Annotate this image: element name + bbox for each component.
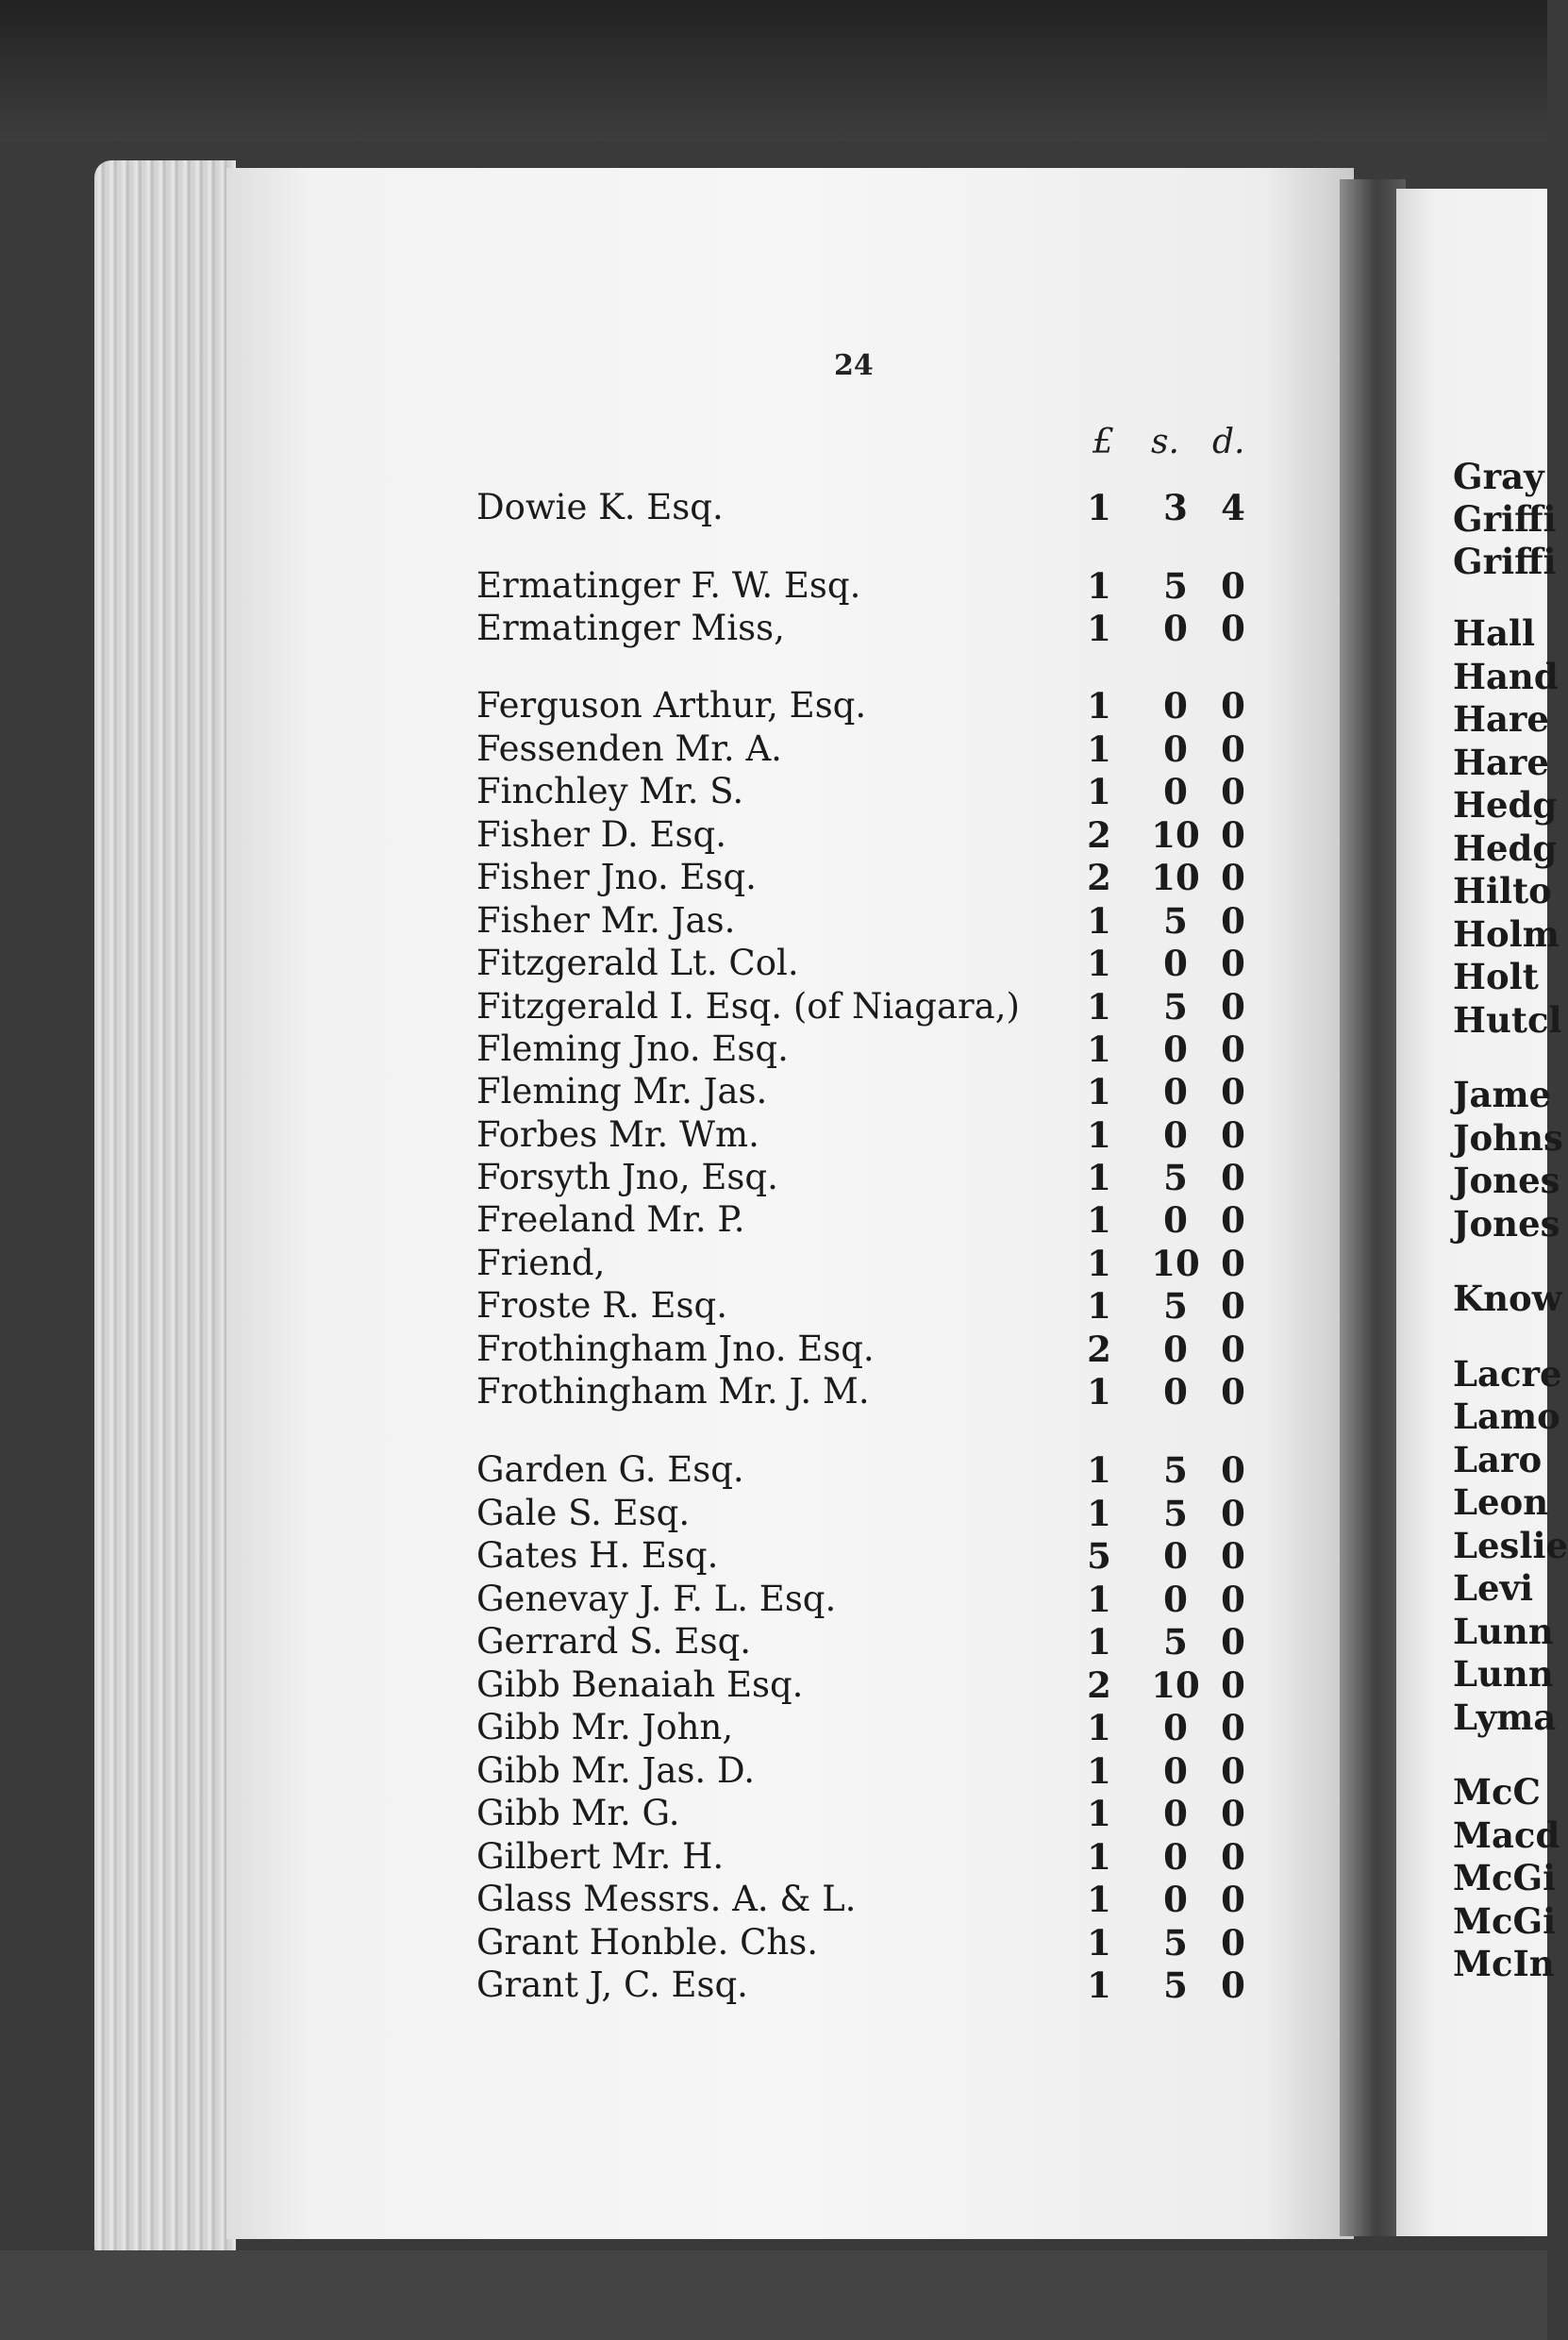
facing-page-name-fragment: Laro: [1453, 1439, 1543, 1480]
facing-page-name-fragment: Jones: [1453, 1160, 1560, 1201]
facing-page-name-fragment: Lyma: [1453, 1696, 1557, 1738]
scan-background-bottom: [0, 2250, 1547, 2340]
facing-page-name-fragment: Holt: [1453, 956, 1539, 997]
page-number: 24: [834, 349, 874, 382]
amount-pounds: 1: [1087, 1836, 1111, 1878]
amount-shillings: 0: [1163, 1879, 1188, 1920]
amount-pounds: 1: [1087, 1493, 1111, 1534]
amount-shillings: 5: [1163, 1621, 1188, 1663]
amount-pence: 0: [1221, 943, 1245, 984]
amount-pounds: 5: [1087, 1535, 1111, 1577]
amount-pence: 0: [1221, 1664, 1245, 1706]
list-item: [476, 486, 1269, 529]
list-item: [476, 1156, 1269, 1199]
entry-name: Gilbert Mr. H.: [476, 1836, 725, 1877]
list-item: [476, 727, 1269, 771]
amount-pence: 0: [1221, 1621, 1245, 1663]
list-item: [476, 1242, 1269, 1285]
amount-pence: 0: [1221, 1836, 1245, 1878]
amount-pence: 4: [1221, 487, 1245, 528]
entry-name: Glass Messrs. A. & L.: [476, 1879, 857, 1919]
amount-pence: 0: [1221, 986, 1245, 1028]
amount-pence: 0: [1221, 1114, 1245, 1156]
amount-shillings: 5: [1163, 1157, 1188, 1198]
amount-pounds: 1: [1087, 1071, 1111, 1112]
facing-page-name-fragment: Johns: [1453, 1117, 1563, 1159]
amount-shillings: 0: [1163, 1836, 1188, 1878]
amount-pence: 0: [1221, 608, 1245, 649]
facing-page-name-fragment: Lacre: [1453, 1353, 1562, 1395]
list-item: [476, 770, 1269, 813]
amount-pounds: 1: [1087, 1285, 1111, 1327]
amount-shillings: 5: [1163, 900, 1188, 942]
list-item: [476, 985, 1269, 1028]
list-item: [476, 607, 1269, 650]
list-item: [476, 1370, 1269, 1413]
entry-name: Frothingham Mr. J. M.: [476, 1371, 870, 1412]
amount-pence: 0: [1221, 1579, 1245, 1620]
amount-pounds: 2: [1087, 1329, 1111, 1370]
amount-pence: 0: [1221, 1329, 1245, 1370]
facing-page-name-fragment: McGi: [1453, 1857, 1557, 1898]
entry-name: Gale S. Esq.: [476, 1493, 691, 1533]
amount-shillings: 0: [1163, 608, 1188, 649]
list-item: [476, 1198, 1269, 1242]
amount-shillings: 0: [1163, 1114, 1188, 1156]
list-item: [476, 899, 1269, 943]
amount-pence: 0: [1221, 1243, 1245, 1284]
amount-pounds: 2: [1087, 857, 1111, 898]
facing-page-name-fragment: Jame: [1453, 1074, 1552, 1115]
amount-shillings: 10: [1151, 1243, 1200, 1284]
list-item: [476, 1534, 1269, 1578]
facing-page-name-fragment: Griffi: [1453, 498, 1557, 540]
facing-page-name-fragment: Leon: [1453, 1481, 1549, 1523]
amount-pence: 0: [1221, 1964, 1245, 2006]
amount-shillings: 5: [1163, 1964, 1188, 2006]
facing-page-name-fragment: Hand: [1453, 656, 1559, 697]
entry-name: Gibb Mr. Jas. D.: [476, 1750, 756, 1791]
amount-pence: 0: [1221, 1493, 1245, 1534]
amount-pence: 0: [1221, 1707, 1245, 1748]
list-item: [476, 1620, 1269, 1663]
entry-name: Fessenden Mr. A.: [476, 728, 782, 769]
amount-pounds: 1: [1087, 565, 1111, 607]
facing-page-name-fragment: Gray: [1453, 456, 1544, 497]
list-item: [476, 1113, 1269, 1157]
amount-pence: 0: [1221, 1879, 1245, 1920]
amount-shillings: 10: [1151, 1664, 1200, 1706]
amount-pounds: 2: [1087, 814, 1111, 856]
amount-shillings: 0: [1163, 1793, 1188, 1834]
entry-name: Ermatinger F. W. Esq.: [476, 565, 861, 606]
amount-shillings: 3: [1163, 487, 1188, 528]
amount-shillings: 0: [1163, 1707, 1188, 1748]
amount-shillings: 5: [1163, 1449, 1188, 1491]
amount-pounds: 2: [1087, 1664, 1111, 1706]
entry-name: Gibb Mr. John,: [476, 1707, 734, 1747]
amount-shillings: 0: [1163, 771, 1188, 812]
list-item: [476, 1663, 1269, 1707]
amount-shillings: 0: [1163, 1199, 1188, 1241]
amount-pence: 0: [1221, 1285, 1245, 1327]
list-item: [476, 684, 1269, 727]
entry-name: Grant Honble. Chs.: [476, 1922, 818, 1963]
amount-shillings: 0: [1163, 1579, 1188, 1620]
list-item: [476, 1284, 1269, 1328]
amount-pence: 0: [1221, 1922, 1245, 1964]
amount-pounds: 1: [1087, 1964, 1111, 2006]
list-item: [476, 1921, 1269, 1964]
amount-pence: 0: [1221, 1449, 1245, 1491]
amount-pence: 0: [1221, 728, 1245, 770]
amount-shillings: 5: [1163, 1285, 1188, 1327]
facing-page-name-fragment: Holm: [1453, 913, 1560, 955]
facing-page-name-fragment: Lamo: [1453, 1396, 1560, 1437]
amount-shillings: 5: [1163, 565, 1188, 607]
amount-pounds: 1: [1087, 1449, 1111, 1491]
entry-name: Gates H. Esq.: [476, 1535, 719, 1576]
entry-name: Fleming Jno. Esq.: [476, 1028, 789, 1069]
facing-page-name-fragment: Jones: [1453, 1203, 1560, 1245]
shillings-header: s.: [1151, 423, 1179, 461]
amount-pence: 0: [1221, 900, 1245, 942]
amount-pounds: 1: [1087, 1922, 1111, 1964]
list-item: [476, 1792, 1269, 1835]
amount-pence: 0: [1221, 1750, 1245, 1792]
entry-name: Fisher D. Esq.: [476, 814, 726, 855]
amount-pence: 0: [1221, 771, 1245, 812]
amount-shillings: 0: [1163, 1329, 1188, 1370]
amount-shillings: 10: [1151, 814, 1200, 856]
facing-page-name-fragment: Know: [1453, 1278, 1562, 1319]
entry-name: Gibb Benaiah Esq.: [476, 1664, 804, 1705]
amount-pounds: 1: [1087, 608, 1111, 649]
facing-page-name-fragment: Hall: [1453, 612, 1536, 654]
amount-shillings: 5: [1163, 986, 1188, 1028]
facing-page-name-fragment: Hedg: [1453, 784, 1558, 826]
amount-pence: 0: [1221, 685, 1245, 727]
facing-page-name-fragment: Griffi: [1453, 541, 1557, 582]
amount-pounds: 1: [1087, 685, 1111, 727]
amount-shillings: 0: [1163, 943, 1188, 984]
amount-pounds: 1: [1087, 1750, 1111, 1792]
amount-pounds: 1: [1087, 771, 1111, 812]
amount-pence: 0: [1221, 1028, 1245, 1070]
amount-shillings: 0: [1163, 685, 1188, 727]
amount-pence: 0: [1221, 1157, 1245, 1198]
amount-pence: 0: [1221, 1535, 1245, 1577]
amount-shillings: 0: [1163, 1028, 1188, 1070]
facing-page-name-fragment: Levi: [1453, 1567, 1534, 1609]
entry-name: Genevay J. F. L. Esq.: [476, 1579, 837, 1619]
amount-pounds: 1: [1087, 1157, 1111, 1198]
facing-page-name-fragment: McIn: [1453, 1943, 1555, 1984]
amount-pounds: 1: [1087, 1879, 1111, 1920]
list-item: [476, 1706, 1269, 1749]
entry-name: Fitzgerald Lt. Col.: [476, 943, 799, 983]
entry-name: Friend,: [476, 1243, 606, 1283]
list-item: [476, 1028, 1269, 1071]
facing-page-name-fragment: Lunn: [1453, 1611, 1554, 1652]
amount-pounds: 1: [1087, 1579, 1111, 1620]
page-edges: [94, 160, 236, 2265]
entry-name: Fisher Mr. Jas.: [476, 900, 736, 941]
amount-pence: 0: [1221, 565, 1245, 607]
entry-name: Forsyth Jno, Esq.: [476, 1157, 778, 1197]
amount-pence: 0: [1221, 814, 1245, 856]
scan-background-top: [0, 0, 1547, 142]
amount-pounds: 1: [1087, 1243, 1111, 1284]
amount-shillings: 10: [1151, 857, 1200, 898]
amount-pounds: 1: [1087, 1199, 1111, 1241]
entry-name: Ferguson Arthur, Esq.: [476, 685, 867, 726]
amount-shillings: 0: [1163, 1371, 1188, 1412]
amount-pounds: 1: [1087, 728, 1111, 770]
facing-page-name-fragment: Hare: [1453, 698, 1549, 740]
amount-pounds: 1: [1087, 943, 1111, 984]
amount-shillings: 5: [1163, 1922, 1188, 1964]
entry-name: Gerrard S. Esq.: [476, 1621, 752, 1662]
list-item: [476, 1878, 1269, 1921]
pounds-header: £: [1093, 423, 1114, 461]
facing-page-name-fragment: Hare: [1453, 742, 1549, 783]
amount-shillings: 5: [1163, 1493, 1188, 1534]
list-item: [476, 942, 1269, 985]
entry-name: Ermatinger Miss,: [476, 608, 785, 648]
list-item: [476, 856, 1269, 899]
amount-pounds: 1: [1087, 487, 1111, 528]
list-item: [476, 1749, 1269, 1793]
list-item: [476, 1070, 1269, 1113]
entry-name: Frothingham Jno. Esq.: [476, 1329, 875, 1369]
list-item: [476, 1492, 1269, 1535]
facing-page-name-fragment: Lunn: [1453, 1653, 1554, 1695]
list-item: [476, 1964, 1269, 2007]
amount-pence: 0: [1221, 1199, 1245, 1241]
facing-page-name-fragment: Leslie: [1453, 1525, 1568, 1566]
list-item: [476, 1328, 1269, 1371]
facing-page-name-fragment: Macd: [1453, 1814, 1560, 1856]
list-item: [476, 1835, 1269, 1879]
amount-pounds: 1: [1087, 1707, 1111, 1748]
entry-name: Dowie K. Esq.: [476, 487, 724, 527]
pence-header: d.: [1212, 423, 1245, 461]
entry-name: Grant J, C. Esq.: [476, 1964, 748, 2005]
amount-pence: 0: [1221, 1793, 1245, 1834]
facing-page-name-fragment: McGi: [1453, 1900, 1557, 1942]
entry-name: Fisher Jno. Esq.: [476, 857, 757, 897]
facing-page-name-fragment: Hilto: [1453, 870, 1552, 911]
entry-name: Forbes Mr. Wm.: [476, 1114, 759, 1155]
list-item: [476, 564, 1269, 608]
list-item: [476, 1578, 1269, 1621]
amount-pence: 0: [1221, 1071, 1245, 1112]
amount-pounds: 1: [1087, 1028, 1111, 1070]
amount-pounds: 1: [1087, 900, 1111, 942]
entry-name: Finchley Mr. S.: [476, 771, 744, 811]
entry-name: Fitzgerald I. Esq. (of Niagara,): [476, 986, 1020, 1027]
amount-pounds: 1: [1087, 1793, 1111, 1834]
list-item: [476, 813, 1269, 857]
amount-pounds: 1: [1087, 1371, 1111, 1412]
facing-page-name-fragment: McC: [1453, 1771, 1541, 1813]
amount-shillings: 0: [1163, 1535, 1188, 1577]
amount-pence: 0: [1221, 1371, 1245, 1412]
amount-pounds: 1: [1087, 1621, 1111, 1663]
amount-shillings: 0: [1163, 728, 1188, 770]
amount-pounds: 1: [1087, 986, 1111, 1028]
facing-page-name-fragment: Hutcl: [1453, 999, 1562, 1041]
amount-pounds: 1: [1087, 1114, 1111, 1156]
amount-shillings: 0: [1163, 1071, 1188, 1112]
list-item: [476, 1448, 1269, 1492]
entry-name: Gibb Mr. G.: [476, 1793, 680, 1833]
entry-name: Fleming Mr. Jas.: [476, 1071, 768, 1112]
entry-name: Garden G. Esq.: [476, 1449, 744, 1490]
amount-shillings: 0: [1163, 1750, 1188, 1792]
facing-page-name-fragment: Hedg: [1453, 827, 1558, 869]
amount-pence: 0: [1221, 857, 1245, 898]
entry-name: Freeland Mr. P.: [476, 1199, 745, 1240]
entry-name: Froste R. Esq.: [476, 1285, 727, 1326]
